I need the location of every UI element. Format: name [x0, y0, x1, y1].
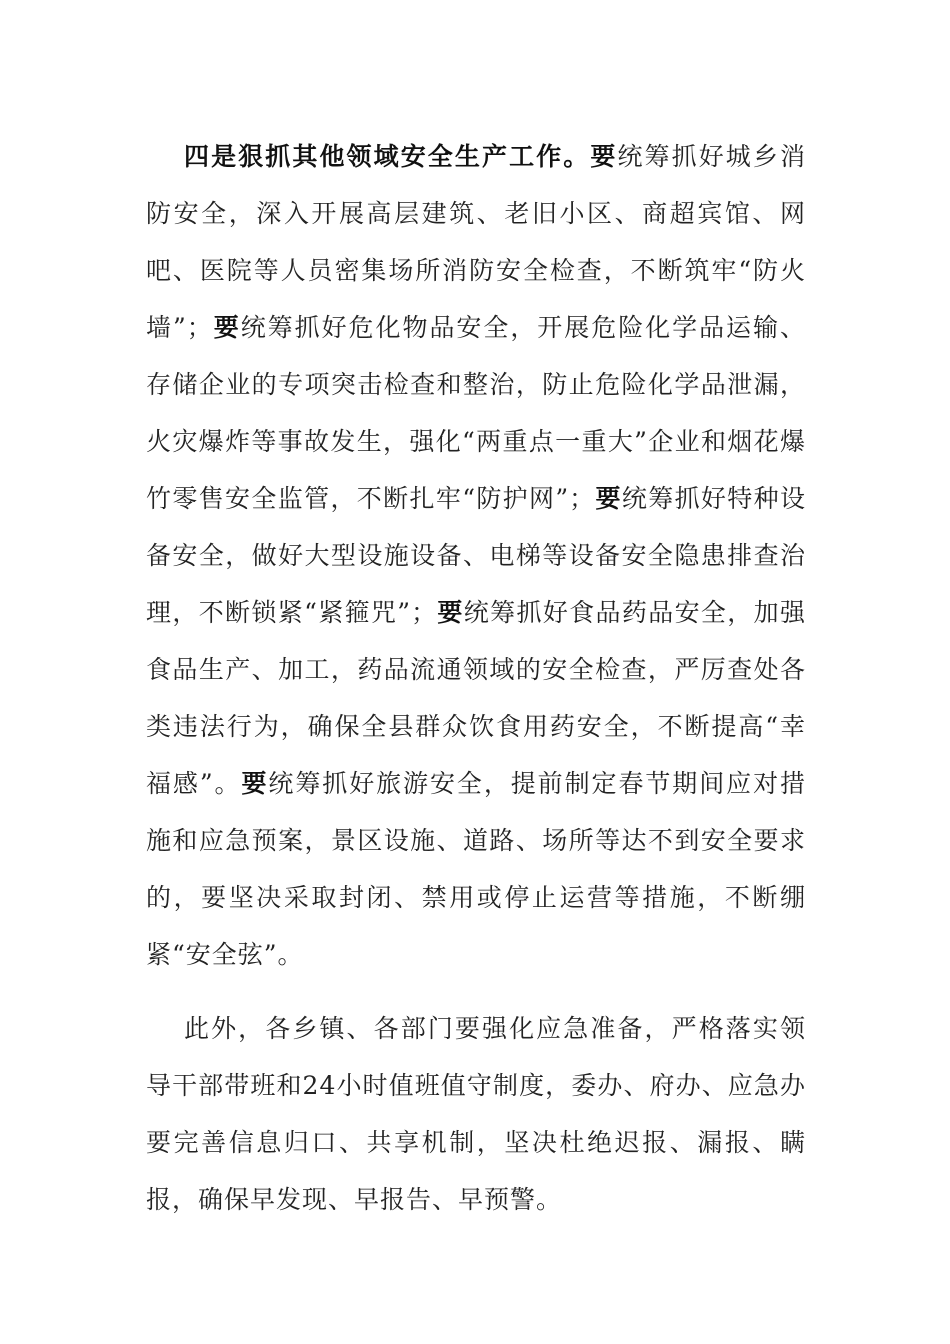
paragraph-2: [146, 1000, 806, 1228]
emphasis-keyword: 要: [595, 484, 622, 513]
body-text: 统筹抓好特种设备安全，做好大型设施设备、电梯等设备安全隐患排查治理，不断锁紧“紧箍咒”；: [146, 484, 806, 627]
body-text: 此外，各乡镇、各部门要强化应急准备，严格落实领导干部带班和24小时值班值守制度，委办、府办、应急办要完善信息归口、共享机制，坚决杜绝迟报、漏报、瞒报，确保早发现、早报告、早预警。: [146, 1014, 806, 1214]
emphasis-keyword: 要: [437, 598, 464, 627]
emphasis-keyword: 要: [241, 769, 269, 798]
body-text: 统筹抓好城乡消防安全，深入开展高层建筑、老旧小区、商超宾馆、网吧、医院等人员密集场所消防安全检查，不断筑牢“防火墙”；: [146, 142, 806, 342]
body-text: 统筹抓好旅游安全，提前制定春节期间应对措施和应急预案，景区设施、道路、场所等达不到安全要求的，要坚决采取封闭、禁用或停止运营等措施，不断绷紧“安全弦”。: [146, 769, 806, 969]
body-text: 统筹抓好食品药品安全，加强食品生产、加工，药品流通领域的安全检查，严厉查处各类违法行为，确保全县群众饮食用药安全，不断提高“幸福感”。: [146, 598, 806, 798]
document-body: [146, 128, 806, 1228]
emphasis-keyword: 要: [212, 313, 241, 342]
body-text: 统筹抓好危化物品安全，开展危险化学品运输、存储企业的专项突击检查和整治，防止危险化学品泄漏，火灾爆炸等事故发生，强化“两重点一重大”企业和烟花爆竹零售安全监管，不断扎牢“防护网”；: [146, 313, 806, 513]
paragraph-1: [146, 128, 806, 983]
emphasis-keyword: 要: [590, 142, 618, 171]
paragraph-heading: 四是狠抓其他领域安全生产工作。: [184, 142, 591, 171]
